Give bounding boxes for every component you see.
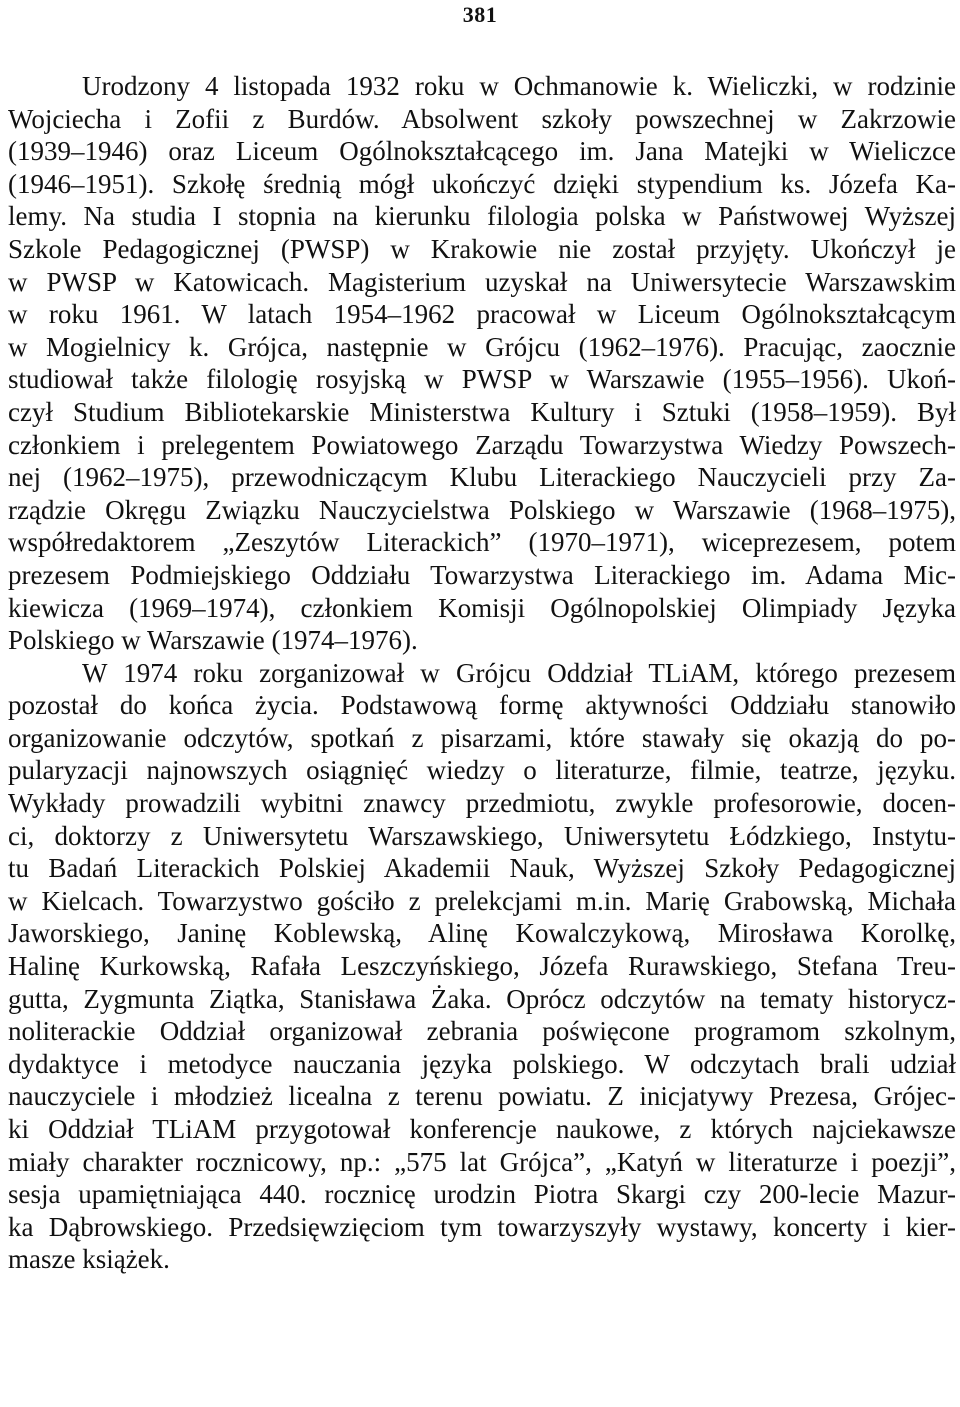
text-line: Szkole Pedagogicznej (PWSP) w Krakowie nie został przyjęty. Ukończył je [8, 233, 956, 264]
text-line: masze książek. [8, 1244, 170, 1275]
text-line: ka Dąbrowskiego. Przedsięwzięciom tym towarzyszyły wystawy, koncerty i kier- [8, 1211, 956, 1242]
text-line: Urodzony 4 listopada 1932 roku w Ochmanowie k. Wieliczki, w rodzinie [82, 71, 956, 101]
text-line: czył Studium Bibliotekarskie Ministerstwa Kultury i Sztuki (1958–1959). Był [8, 396, 956, 427]
paragraph-biography [8, 70, 956, 657]
text-line: w roku 1961. W latach 1954–1962 pracował w Liceum Ogólnokształcącym [8, 299, 956, 330]
text-line: prezesem Podmiejskiego Oddziału Towarzystwa Literackiego im. Adama Mic- [8, 559, 956, 590]
text-line: organizowanie odczytów, spotkań z pisarzami, które stawały się okazją do po- [8, 722, 956, 753]
text-line: Wojciecha i Zofii z Burdów. Absolwent szkoły powszechnej w Zakrzowie [8, 103, 956, 134]
text-line: W 1974 roku zorganizował w Grójcu Oddział TLiAM, którego prezesem [82, 657, 956, 688]
text-line: miały charakter rocznicowy, np.: „575 lat Grójca”, „Katyń w literaturze i poezji”, [8, 1146, 956, 1177]
text-line: nauczyciele i młodzież licealna z terenu powiatu. Z inicjatywy Prezesa, Grójec- [8, 1081, 956, 1112]
text-line: sesja upamiętniająca 440. rocznicę urodzin Piotra Skargi czy 200-lecie Mazur- [8, 1179, 956, 1210]
text-line: studiował także filologię rosyjską w PWSP w Warszawie (1955–1956). Ukoń- [8, 364, 956, 395]
text-line: nej (1962–1975), przewodniczącym Klubu Literackiego Nauczycieli przy Za- [8, 462, 956, 493]
text-line: rządzie Okręgu Związku Nauczycielstwa Polskiego w Warszawie (1968–1975), [8, 494, 956, 525]
text-line: Halinę Kurkowską, Rafała Leszczyńskiego, Józefa Rurawskiego, Stefana Treu- [8, 951, 956, 982]
text-line: (1946–1951). Szkołę średnią mógł ukończyć dzięki stypendium ks. Józefa Ka- [8, 168, 956, 199]
text-line: współredaktorem „Zeszytów Literackich” (1970–1971), wiceprezesem, potem [8, 527, 956, 558]
text-line: Jaworskiego, Janinę Koblewską, Alinę Kowalczykową, Mirosława Korolkę, [8, 918, 956, 949]
text-line: ki Oddział TLiAM przygotował konferencje naukowe, z których najciekawsze [8, 1114, 956, 1144]
text-line: pozostał do końca życia. Podstawową formę aktywności Oddziału stanowiło [8, 690, 956, 721]
body-text [8, 70, 956, 1276]
text-line: Polskiego w Warszawie (1974–1976). [8, 625, 418, 656]
text-line: gutta, Zygmunta Ziątka, Stanisława Żaka. Oprócz odczytów na tematy historycz- [8, 983, 956, 1014]
text-line: dydaktyce i metodyce nauczania języka polskiego. W odczytach brali udział [8, 1048, 956, 1079]
page-number: 381 [462, 2, 498, 27]
text-line: (1939–1946) oraz Liceum Ogólnokształcącego im. Jana Matejki w Wieliczce [8, 136, 956, 167]
text-line: lemy. Na studia I stopnia na kierunku filologia polska w Państwowej Wyższej [8, 201, 956, 232]
text-line: noliterackie Oddział organizował zebrania poświęcone programom szkolnym, [8, 1016, 956, 1047]
text-line: tu Badań Literackich Polskiej Akademii Nauk, Wyższej Szkoły Pedagogicznej [8, 853, 956, 884]
paragraph-tliam [8, 657, 956, 1276]
text-line: w PWSP w Katowicach. Magisterium uzyskał na Uniwersytecie Warszawskim [8, 266, 956, 297]
text-line: członkiem i prelegentem Powiatowego Zarządu Towarzystwa Wiedzy Powszech- [8, 429, 956, 460]
text-line: ci, doktorzy z Uniwersytetu Warszawskiego, Uniwersytetu Łódzkiego, Instytu- [8, 820, 956, 851]
text-line: pularyzacji najnowszych osiągnięć wiedzy o literaturze, filmie, teatrze, języku. [8, 755, 956, 786]
text-line: Wykłady prowadzili wybitni znawcy przedmiotu, zwykle profesorowie, docen- [8, 788, 956, 819]
text-line: w Mogielnicy k. Grójca, następnie w Grójcu (1962–1976). Pracując, zaocznie [8, 331, 956, 362]
text-line: w Kielcach. Towarzystwo gościło z prelekcjami m.in. Marię Grabowską, Michała [8, 885, 956, 916]
text-line: kiewicza (1969–1974), członkiem Komisji Ogólnopolskiej Olimpiady Języka [8, 592, 956, 623]
